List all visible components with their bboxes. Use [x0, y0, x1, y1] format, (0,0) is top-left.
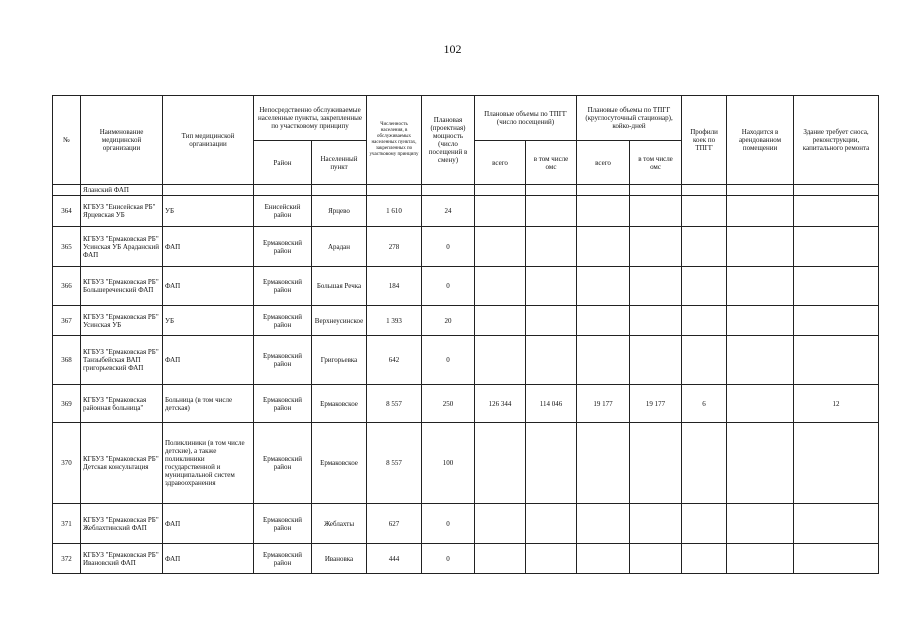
- table-row: [53, 385, 879, 423]
- cell-rented: [727, 227, 794, 267]
- cell-rented: [727, 544, 794, 574]
- cell-settlement: Большая Речка: [312, 267, 367, 306]
- cell-population: 1 393: [367, 306, 422, 336]
- table-header: [53, 96, 879, 185]
- cell-profiles: [682, 267, 727, 306]
- cell-district: Ермаковский район: [254, 544, 312, 574]
- cell-row-num: 371: [53, 504, 81, 544]
- cell-population: 8 557: [367, 385, 422, 423]
- header-profiles: Профили коек по ТПГГ: [682, 96, 727, 185]
- cell-row-num: 370: [53, 423, 81, 504]
- cell-beds-oms: [630, 227, 682, 267]
- cell-visits-oms: [526, 336, 577, 385]
- cell-visits-oms: [526, 267, 577, 306]
- cell-district: Ермаковский район: [254, 504, 312, 544]
- cell-repair: [794, 267, 879, 306]
- cell-row-num: 369: [53, 385, 81, 423]
- cell-row-num: 364: [53, 196, 81, 227]
- cell-district: Ермаковский район: [254, 306, 312, 336]
- cell-org-name: КГБУЗ "Ермаковская РБ" Жеблахтинский ФАП: [81, 504, 163, 544]
- cell-visits-total: [475, 544, 526, 574]
- cell-visits-oms: [526, 196, 577, 227]
- cell-capacity: 0: [422, 544, 475, 574]
- cell-beds-oms: [630, 336, 682, 385]
- header-name: Наименование медицинской организации: [81, 96, 163, 185]
- header-capacity: Плановая (проектная) мощность (число посещений в смену): [422, 96, 475, 185]
- cell-district: Ермаковский район: [254, 336, 312, 385]
- table-row: [53, 267, 879, 306]
- cell-profiles: [682, 227, 727, 267]
- cell-visits-total: [475, 504, 526, 544]
- cell-population: 444: [367, 544, 422, 574]
- cell-beds-oms: [630, 196, 682, 227]
- cell-district: Ермаковский район: [254, 227, 312, 267]
- cell-rented: [727, 336, 794, 385]
- cell-repair: [794, 336, 879, 385]
- cell-district: Енисейский район: [254, 196, 312, 227]
- cell-org-name: КГБУЗ "Ермаковская районная больница": [81, 385, 163, 423]
- cell-profiles: 6: [682, 385, 727, 423]
- cell-beds-total: [577, 423, 630, 504]
- cell-org-type: ФАП: [163, 544, 254, 574]
- cell-repair: [794, 227, 879, 267]
- cell-org-name: КГБУЗ "Енисейская РБ" Ярцевская УБ: [81, 196, 163, 227]
- cell-repair: 12: [794, 385, 879, 423]
- continuation-name: Яланский ФАП: [81, 185, 163, 196]
- cell-visits-total: [475, 267, 526, 306]
- header-tpgg-beds: Плановые объемы по ТПГГ (круглосуточный стационар), койко-дней: [577, 96, 682, 141]
- table-row: [53, 306, 879, 336]
- cell-beds-total: 19 177: [577, 385, 630, 423]
- header-repair: Здание требует сноса, реконструкции, капитального ремонта: [794, 96, 879, 185]
- cell-row-num: 367: [53, 306, 81, 336]
- cell-settlement: Ермаковское: [312, 385, 367, 423]
- header-num: №: [53, 96, 81, 185]
- cell-rented: [727, 267, 794, 306]
- table-row: [53, 196, 879, 227]
- header-beds-total: всего: [577, 141, 630, 185]
- table-row: [53, 336, 879, 385]
- cell-org-type: ФАП: [163, 504, 254, 544]
- cell-org-type: ФАП: [163, 336, 254, 385]
- header-beds-oms: в том числе омс: [630, 141, 682, 185]
- cell-beds-total: [577, 306, 630, 336]
- cell-org-name: КГБУЗ "Ермаковская РБ" Танзыбейская ВАП григорьевский ФАП: [81, 336, 163, 385]
- cell-population: 184: [367, 267, 422, 306]
- cell-rented: [727, 196, 794, 227]
- cell-settlement: Григорьевка: [312, 336, 367, 385]
- cell-row-num: 365: [53, 227, 81, 267]
- header-population: Численность населения, в обслуживаемых населенных пунктах, закрепленных по участковому принципу: [367, 96, 422, 185]
- header-visits-oms: в том числе омс: [526, 141, 577, 185]
- cell-beds-total: [577, 196, 630, 227]
- cell-beds-oms: [630, 306, 682, 336]
- cell-settlement: Ярцево: [312, 196, 367, 227]
- cell-rented: [727, 504, 794, 544]
- cell-rented: [727, 306, 794, 336]
- cell-settlement: Ермаковское: [312, 423, 367, 504]
- cell-rented: [727, 423, 794, 504]
- cell-row-num: 372: [53, 544, 81, 574]
- cell-capacity: 250: [422, 385, 475, 423]
- cell-org-type: ФАП: [163, 267, 254, 306]
- cell-settlement: Арадан: [312, 227, 367, 267]
- cell-org-name: КГБУЗ "Ермаковская РБ" Ивановский ФАП: [81, 544, 163, 574]
- table-row: [53, 227, 879, 267]
- cell-org-name: КГБУЗ "Ермаковская РБ" Усинская УБ: [81, 306, 163, 336]
- cell-profiles: [682, 504, 727, 544]
- cell-repair: [794, 306, 879, 336]
- table-body: [53, 185, 879, 574]
- cell-capacity: 20: [422, 306, 475, 336]
- cell-district: Ермаковский район: [254, 267, 312, 306]
- cell-profiles: [682, 423, 727, 504]
- table-row: [53, 504, 879, 544]
- cell-org-type: Больница (в том числе детская): [163, 385, 254, 423]
- header-direct-group: Непосредственно обслуживаемые населенные пункты, закрепленные по участковому принципу: [254, 96, 367, 141]
- cell-beds-oms: [630, 267, 682, 306]
- cell-visits-total: 126 344: [475, 385, 526, 423]
- header-visits-total: всего: [475, 141, 526, 185]
- cell-org-name: КГБУЗ "Ермаковская РБ" Большереченский ФАП: [81, 267, 163, 306]
- table-row: [53, 544, 879, 574]
- header-settlement: Населенный пункт: [312, 141, 367, 185]
- cell-org-name: КГБУЗ "Ермаковская РБ" Усинская УБ Араданский ФАП: [81, 227, 163, 267]
- cell-row-num: 368: [53, 336, 81, 385]
- page-number: 102: [443, 42, 462, 56]
- cell-visits-total: [475, 336, 526, 385]
- cell-population: 8 557: [367, 423, 422, 504]
- cell-capacity: 100: [422, 423, 475, 504]
- cell-population: 642: [367, 336, 422, 385]
- cell-population: 278: [367, 227, 422, 267]
- cell-settlement: Ивановка: [312, 544, 367, 574]
- cell-profiles: [682, 336, 727, 385]
- header-district: Район: [254, 141, 312, 185]
- header-tpgg-visits: Плановые объемы по ТПГГ (число посещений): [475, 96, 577, 141]
- cell-beds-oms: 19 177: [630, 385, 682, 423]
- cell-visits-total: [475, 423, 526, 504]
- facilities-table: [52, 95, 879, 574]
- header-type: Тип медицинской организации: [163, 96, 254, 185]
- cell-rented: [727, 385, 794, 423]
- cell-repair: [794, 423, 879, 504]
- cell-beds-total: [577, 336, 630, 385]
- cell-population: 1 610: [367, 196, 422, 227]
- cell-profiles: [682, 196, 727, 227]
- cell-org-type: УБ: [163, 196, 254, 227]
- table-row: [53, 423, 879, 504]
- cell-repair: [794, 196, 879, 227]
- continuation-row: [53, 185, 879, 196]
- cell-visits-total: [475, 306, 526, 336]
- cell-capacity: 0: [422, 267, 475, 306]
- cell-settlement: Верхнеусинское: [312, 306, 367, 336]
- cell-profiles: [682, 544, 727, 574]
- cell-capacity: 0: [422, 504, 475, 544]
- cell-org-type: Поликлиники (в том числе детские), а также поликлиники государственной и муниципальной систем здравоохранения: [163, 423, 254, 504]
- cell-beds-oms: [630, 504, 682, 544]
- cell-visits-oms: 114 046: [526, 385, 577, 423]
- cell-visits-oms: [526, 423, 577, 504]
- cell-visits-total: [475, 227, 526, 267]
- cell-visits-oms: [526, 544, 577, 574]
- cell-repair: [794, 504, 879, 544]
- cell-visits-total: [475, 196, 526, 227]
- cell-population: 627: [367, 504, 422, 544]
- cell-row-num: 366: [53, 267, 81, 306]
- cell-district: Ермаковский район: [254, 385, 312, 423]
- cell-capacity: 24: [422, 196, 475, 227]
- cell-settlement: Жеблахты: [312, 504, 367, 544]
- cell-profiles: [682, 306, 727, 336]
- cell-beds-total: [577, 544, 630, 574]
- cell-beds-total: [577, 227, 630, 267]
- cell-beds-oms: [630, 423, 682, 504]
- cell-visits-oms: [526, 504, 577, 544]
- cell-visits-oms: [526, 306, 577, 336]
- cell-org-name: КГБУЗ "Ермаковская РБ" Детская консультация: [81, 423, 163, 504]
- cell-org-type: ФАП: [163, 227, 254, 267]
- cell-repair: [794, 544, 879, 574]
- cell-beds-oms: [630, 544, 682, 574]
- cell-beds-total: [577, 267, 630, 306]
- cell-org-type: УБ: [163, 306, 254, 336]
- header-rented: Находится в арендованном помещении: [727, 96, 794, 185]
- cell-visits-oms: [526, 227, 577, 267]
- cell-capacity: 0: [422, 227, 475, 267]
- cell-beds-total: [577, 504, 630, 544]
- cell-capacity: 0: [422, 336, 475, 385]
- cell-district: Ермаковский район: [254, 423, 312, 504]
